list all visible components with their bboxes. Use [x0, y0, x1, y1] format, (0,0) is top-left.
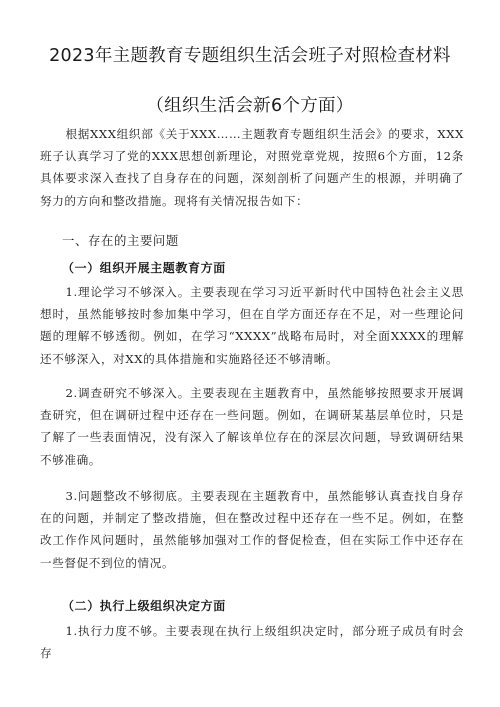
document-subtitle: （组织生活会新6个方面）	[146, 96, 354, 116]
paragraph-item-1: 1.理论学习不够深入。主要表现在学习习近平新时代中国特色社会主义思想时，虽然能够按时参加集中学习，但在自学方面还存在不足，对一些理论问题的理解不够透彻。例如，在学习“XXXX”战略布局时，对全面XXXX的理解还不够深入，对XX的具体措施和实施路径还不够清晰。	[40, 285, 464, 366]
subsection-heading-execution: （二）执行上级组织决定方面	[62, 599, 226, 613]
subsection-heading-theme-education: （一）组织开展主题教育方面	[62, 261, 226, 275]
paragraph-item-2: 2.调查研究不够深入。主要表现在主题教育中，虽然能够按照要求开展调查研究，但在调研过程中还存在一些问题。例如，在调研某基层单位时，只是了解了一些表面情况，没有深入了解该单位存在的深层次问题，导致调研结果不够准确。	[40, 386, 464, 467]
document-title: 2023年主题教育专题组织生活会班子对照检查材料	[49, 46, 451, 66]
paragraph-item-3: 3.问题整改不够彻底。主要表现在主题教育中，虽然能够认真查找自身存在的问题，并制定了整改措施，但在整改过程中还存在一些不足。例如，在整改工作作风问题时，虽然能够加强对工作的督促检查，但在实际工作中还存在一些督促不到位的情况。	[40, 489, 464, 570]
section-heading-problems: 一、存在的主要问题	[62, 233, 179, 248]
paragraph-item-4: 1.执行力度不够。主要表现在执行上级组织决定时，部分班子成员有时会存	[40, 624, 464, 661]
intro-paragraph: 根据XXX组织部《关于XXX……主题教育专题组织生活会》的要求，XXX班子认真学习了党的XXX思想创新理论，对照党章党规，按照6个方面，12条具体要求深入查找了自身存在的问题，深刻剖析了问题产生的根源，并明确了努力的方向和整改措施。现将有关情况报告如下：	[40, 127, 464, 208]
